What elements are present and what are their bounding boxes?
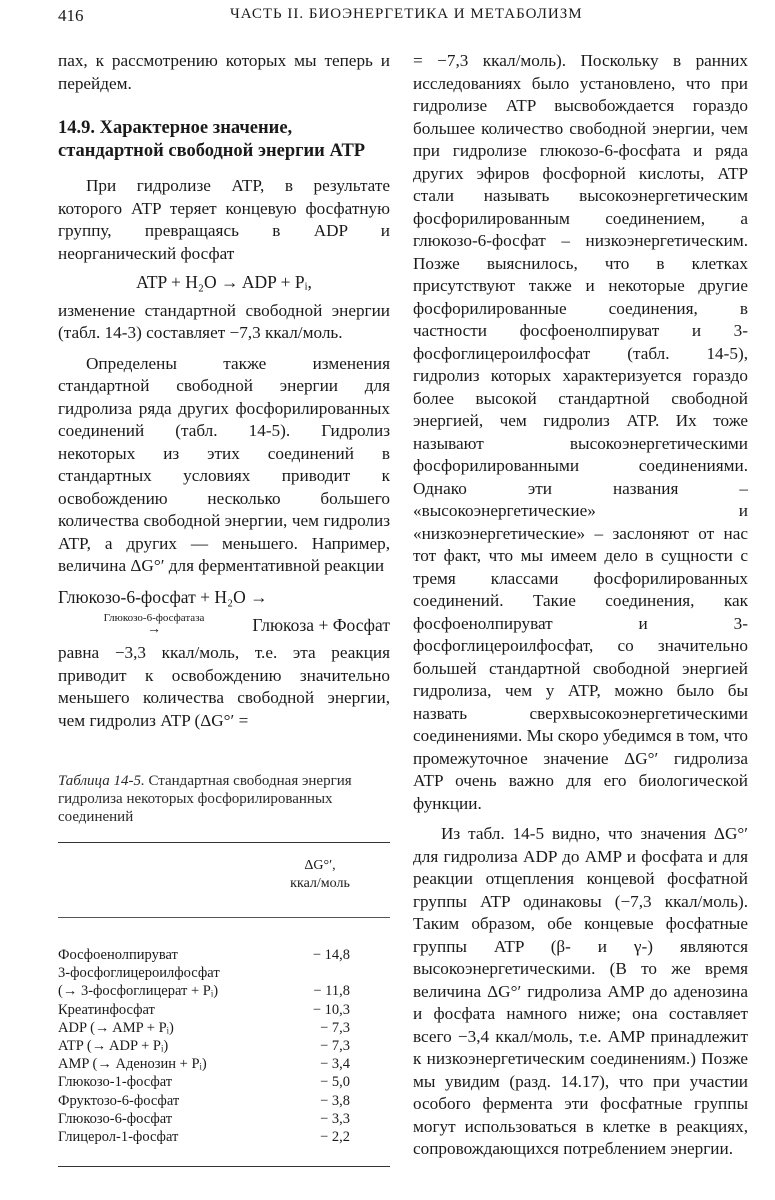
left-column xyxy=(58,50,390,1167)
table-caption-text: Стандартная свободная энергия гидролиза некоторых фосфорилированных соединений xyxy=(58,773,352,825)
right-paragraph-1: = −7,3 ккал/моль). Поскольку в ранних исследованиях было установлено, что при гидролизе ATP высвобождается гораздо большее количество свободной энергии, чем при гидролизе глюкозо-6-фосфата и ряда других эфиров фосфорной кислоты, ATP стали называть высокоэнергетическим фосфорилированным соединением, а глюкозо-6-фосфат – низкоэнергетическим. Позже выяснилось, что в клетках присутствуют также и некоторые другие фосфорилированные соединения, в частности фосфоенолпируват и 3-фосфоглицероилфосфат (табл. 14-5), гидролиз которых характеризуется гораздо более высокой стандартной свободной энергией, чем гидролиз ATP. Их тоже называют высокоэнергетическими фосфорилированными соединениями. Однако эти названия – «высокоэнергетические» и «низкоэнергетические» – заслоняют от нас тот факт, что мы имеем дело в сущности с тремя классами фосфорилированных соединений. Такие соединения, как фосфоенолпируват и 3-фосфоглицероилфосфат, со значительно большей стандартной свободной энергией гидролиза, чем у ATP, можно было бы назвать сверхвысокоэнергетическими соединениями. Мы скоро убедимся в том, что промежуточное значение ΔG°′ гидролиза ATP очень важно для его биологической функции. xyxy=(413,51,748,813)
paragraph-3: Определены также изменения стандартной свободной энергии для гидролиза ряда других фосфорилированных соединений (табл. 14-5). Гидролиз некоторых из этих соединений в стандартных условиях приводит к освобождению несколько большего количества свободной энергии, чем гидролиз ATP, а других — меньшего. Например, величина ΔG°′ для ферментативной реакции xyxy=(58,353,390,575)
right-arrow-icon: → xyxy=(147,622,161,637)
table-row-value: − 11,8 xyxy=(313,983,350,1000)
table-bottom-rule xyxy=(58,1166,390,1167)
table-caption xyxy=(58,772,390,826)
table-row-label: Фруктозо-6-фосфат xyxy=(58,1092,180,1109)
table-row-value: − 10,3 xyxy=(312,1001,350,1018)
equation-g6p-line2: Глюкоза + Фосфат xyxy=(252,614,390,635)
enzyme-label xyxy=(104,612,205,636)
table-row-value: − 3,4 xyxy=(320,1056,350,1073)
table-row xyxy=(58,1001,390,1019)
table-row-value: − 5,0 xyxy=(320,1074,350,1091)
table-row xyxy=(58,1073,390,1091)
table-caption-label: Таблица 14-5. xyxy=(58,773,145,789)
table-body xyxy=(58,946,390,1146)
table-row-value: − 7,3 xyxy=(320,1019,350,1036)
table-row-label: ADP (→ AMP + Pᵢ) xyxy=(58,1019,174,1036)
table-row-value: − 2,2 xyxy=(320,1129,350,1146)
paragraph-2: изменение стандартной свободной энергии (табл. 14-3) составляет −7,3 ккал/моль. xyxy=(58,300,390,342)
equation-atp-hydrolysis: ATP + H₂O → ADP + Pᵢ, xyxy=(136,272,312,292)
paragraph-1: При гидролизе ATP, в результате которого ATP теряет концевую фосфатную группу, превращаясь в ADP и неорганический фосфат xyxy=(58,176,390,263)
running-head: ЧАСТЬ II. БИОЭНЕРГЕТИКА И МЕТАБОЛИЗМ xyxy=(230,6,583,22)
enzyme-name: Глюкозо-6-фосфатаза xyxy=(103,612,205,624)
table-header-rule xyxy=(58,917,390,918)
table-row-label: Креатинфосфат xyxy=(58,1001,155,1018)
table-row-value: − 3,8 xyxy=(320,1092,350,1109)
table-row-value: − 7,3 xyxy=(320,1038,350,1055)
intro-paragraph: пах, к рассмотрению которых мы теперь и перейдем. xyxy=(58,51,390,93)
right-column xyxy=(413,50,748,1161)
table-row xyxy=(58,1092,390,1110)
table-row xyxy=(58,1037,390,1055)
equation-g6p-line2-row xyxy=(58,612,390,636)
table-row xyxy=(58,964,390,982)
section-heading: 14.9. Характерное значение, стандартной свободной энергии ATP xyxy=(58,118,366,161)
table-row xyxy=(58,1055,390,1073)
table-row xyxy=(58,982,390,1000)
table-row xyxy=(58,1128,390,1146)
page-number: 416 xyxy=(58,6,84,25)
table-row-label: AMP (→ Аденозин + Pᵢ) xyxy=(58,1056,207,1073)
table-row-value: − 3,3 xyxy=(320,1110,350,1127)
table-row xyxy=(58,1110,390,1128)
table-header-dg: ΔG°′, xyxy=(304,858,336,873)
right-paragraph-2: Из табл. 14-5 видно, что значения ΔG°′ для гидролиза ADP до AMP и фосфата и для реакции отщепления концевой фосфатной группы ATP одинаковы (−7,3 ккал/моль). Таким образом, обе концевые фосфатные группы ATP (β- и γ-) являются высокоэнергетическими. (В то же время величина ΔG°′ гидролиза AMP до аденозина и фосфата намного ниже; она составляет всего −3,4 ккал/моль, т.е. AMP принадлежит к низкоэнергетическим соединениям.) Позже мы увидим (разд. 14.17), что при участии особого фермента эти фосфатные группы могут использоваться в клетке в реакциях, сопровождающихся потреблением энергии. xyxy=(413,824,748,1158)
table-row-value xyxy=(280,964,390,982)
paragraph-4: равна −3,3 ккал/моль, т.е. эта реакция приводит к освобождению значительно меньшего количества свободной энергии, чем гидролиз ATP (ΔG°′ = xyxy=(58,643,390,730)
table-row-label: Глюкозо-1-фосфат xyxy=(58,1074,173,1091)
table-row-label: (→ 3-фосфоглицерат + Pᵢ) xyxy=(58,983,219,1000)
table-header-unit: ккал/моль xyxy=(290,876,350,891)
table-row-label: 3-фосфоглицероилфосфат xyxy=(58,965,220,982)
equation-g6p-line1: Глюкозо-6-фосфат + H₂O → xyxy=(58,586,268,607)
table-row xyxy=(58,1019,390,1037)
table-row-label: ATP (→ ADP + Pᵢ) xyxy=(58,1038,169,1055)
table-14-5 xyxy=(58,772,390,1167)
table-row-label: Глицерол-1-фосфат xyxy=(58,1129,179,1146)
table-header xyxy=(58,843,390,909)
table-row-label: Глюкозо-6-фосфат xyxy=(58,1110,173,1127)
table-row-label: Фосфоенолпируват xyxy=(58,947,178,963)
table-row xyxy=(58,946,390,964)
table-row-value: − 14,8 xyxy=(312,947,350,963)
